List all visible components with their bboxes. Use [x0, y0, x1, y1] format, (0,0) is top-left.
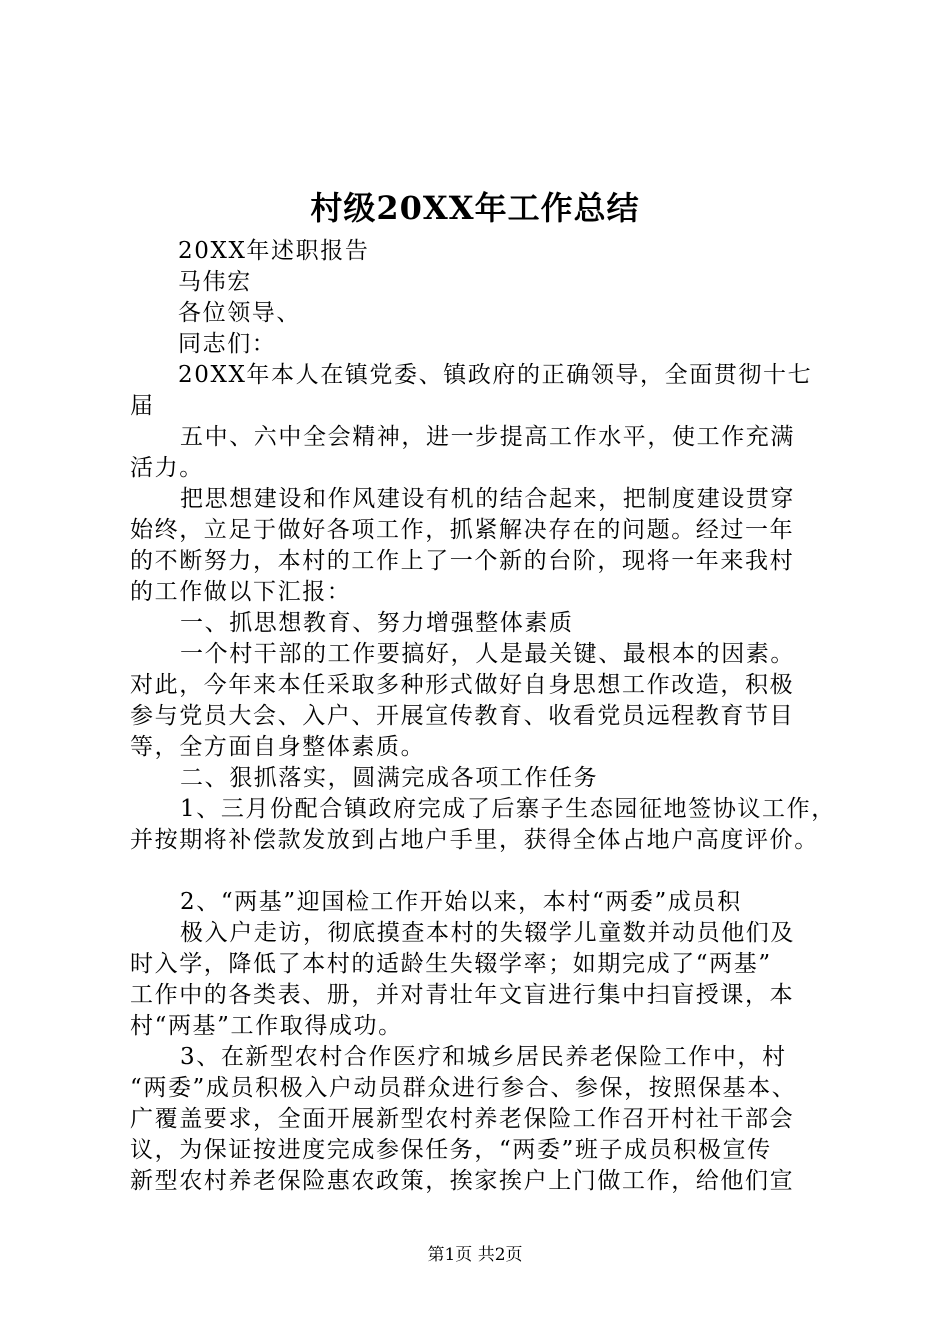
paragraph-line: 3、在新型农村合作医疗和城乡居民养老保险工作中，村: [180, 1044, 787, 1070]
salutation-line: 各位领导、: [178, 300, 301, 326]
paragraph-line: 五中、六中全会精神，进一步提高工作水平，使工作充满: [180, 424, 795, 450]
paragraph-line: 把思想建设和作风建设有机的结合起来，把制度建设贯穿: [180, 486, 795, 512]
blank-line: [130, 856, 835, 887]
paragraph-line: 广覆盖要求，全面开展新型农村养老保险工作召开村社干部会: [130, 1106, 795, 1132]
paragraph-line: 等，全方面自身整体素质。: [130, 734, 426, 760]
author-name: 马伟宏: [178, 269, 252, 295]
document-title: 村级20XX年工作总结: [310, 189, 640, 227]
paragraph-line: 村“两基”工作取得成功。: [130, 1013, 403, 1039]
paragraph-line: 一个村干部的工作要搞好，人是最关键、最根本的因素。: [180, 641, 795, 667]
paragraph-line: 1、三月份配合镇政府完成了后寨子生态园征地签协议工作，: [180, 796, 836, 822]
paragraph-line: 的不断努力，本村的工作上了一个新的台阶，现将一年来我村: [130, 548, 795, 574]
paragraph-line: 时入学，降低了本村的适龄生失辍学率；如期完成了“两基”: [130, 951, 772, 977]
paragraph-line: “两委”成员积极入户动员群众进行参合、参保，按照保基本、: [130, 1075, 797, 1101]
paragraph-line: 届: [130, 393, 155, 419]
paragraph-line: 参与党员大会、入户、开展宣传教育、收看党员远程教育节目: [130, 703, 795, 729]
paragraph-line: 的工作做以下汇报：: [130, 579, 352, 605]
paragraph-line: 活力。: [130, 455, 204, 481]
paragraph-line: 始终，立足于做好各项工作，抓紧解决存在的问题。经过一年: [130, 517, 795, 543]
section-heading: 一、抓思想教育、努力增强整体素质: [180, 610, 574, 636]
paragraph-line: 极入户走访，彻底摸查本村的失辍学儿童数并动员他们及: [180, 920, 795, 946]
paragraph-line: 议，为保证按进度完成参保任务，“两委”班子成员积极宣传: [130, 1137, 772, 1163]
paragraph-line: 并按期将补偿款发放到占地户手里，获得全体占地户高度评价。: [130, 827, 819, 853]
document-body: [130, 236, 835, 1197]
paragraph-line: 2、“两基”迎国检工作开始以来，本村“两委”成员积: [180, 889, 742, 915]
paragraph-line: 新型农村养老保险惠农政策，挨家挨户上门做工作，给他们宣: [130, 1168, 795, 1194]
salutation-line: 同志们：: [178, 331, 277, 357]
paragraph-line: 工作中的各类表、册，并对青壮年文盲进行集中扫盲授课，本: [130, 982, 795, 1008]
paragraph-line: 对此，今年来本任采取多种形式做好自身思想工作改造，积极: [130, 672, 795, 698]
section-heading: 二、狠抓落实，圆满完成各项工作任务: [180, 765, 599, 791]
report-heading: 20XX年述职报告: [178, 238, 370, 264]
page-footer: 第1页 共2页: [427, 1245, 523, 1265]
paragraph-line: 20XX年本人在镇党委、镇政府的正确领导，全面贯彻十七: [178, 362, 813, 388]
